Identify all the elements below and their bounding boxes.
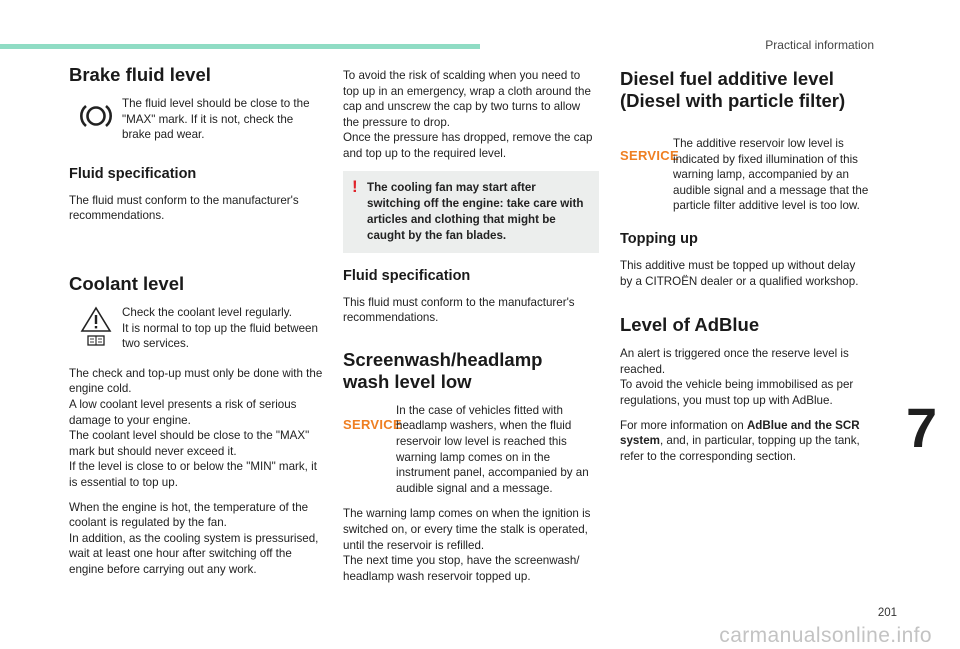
screenwash-note <box>343 403 599 497</box>
topping-up-title: Topping up <box>620 230 698 247</box>
section-title: Practical information <box>765 38 874 52</box>
screenwash-title: Screenwash/headlamp wash level low <box>343 348 543 392</box>
adblue-p2-suffix: , and, in particular, topping up the tank, refer to the corresponding section. <box>620 434 860 463</box>
exclamation-icon: ! <box>352 176 358 196</box>
diesel-additive-note <box>620 136 870 214</box>
column-3 <box>620 68 870 473</box>
fluid-spec-text: The fluid must conform to the manufacturer's recommendations. <box>69 193 299 223</box>
screenwash-paragraph: The warning lamp comes on when the ignition is switched on, or every time the stalk is operated, until the reservoir is refilled. The next time you stop, have the screenwash/ headlamp wash reservoir topped up. <box>343 507 591 583</box>
fan-warning-box <box>343 171 599 253</box>
diesel-additive-title: Diesel fuel additive level (Diesel with particle filter) <box>620 68 846 111</box>
header-accent-bar <box>0 44 480 49</box>
column-1 <box>69 64 325 586</box>
watermark: carmanualsonline.info <box>719 624 932 647</box>
adblue-p2-prefix: For more information on <box>620 418 747 432</box>
fan-warning-text: The cooling fan may start after switching off the engine: take care with articles and clothing that might be caught by the fan blades. <box>367 180 584 242</box>
coolant-warning-icon <box>79 305 113 352</box>
coolant-note <box>69 305 325 352</box>
adblue-p2-link-text: AdBlue and the SCR system <box>620 418 860 448</box>
screenwash-note-text: In the case of vehicles fitted with headlamp washers, when the fluid reservoir low level is reached this warning lamp comes on in the instrument panel, accompanied by an audible signal and a message. <box>396 403 589 495</box>
adblue-paragraph-1: An alert is triggered once the reserve level is reached. To avoid the vehicle being immobilised as per regulations, you must top up with AdBlue. <box>620 347 854 407</box>
coolant-paragraph-2: When the engine is hot, the temperature of the coolant is regulated by the fan. In addition, as the cooling system is pressurised, wait at least one hour after switching off the engine before carrying out any work. <box>69 500 319 576</box>
scalding-paragraph: To avoid the risk of scalding when you need to top up in an emergency, wrap a cloth around the cap and unscrew the cap by two turns to allow the pressure to drop. Once the pressure has dropped, remove the cap and top up to the required level. <box>343 69 593 160</box>
adblue-paragraph-2 <box>620 418 870 465</box>
adblue-title: Level of AdBlue <box>620 314 760 336</box>
coolant-level-title: Coolant level <box>69 272 185 294</box>
brake-warning-icon <box>80 102 112 135</box>
fluid-spec-title-2: Fluid specification <box>343 267 471 284</box>
coolant-note-text: Check the coolant level regularly. It is normal to top up the fluid between two services. <box>122 305 318 351</box>
fluid-spec-title: Fluid specification <box>69 165 197 182</box>
column-2 <box>343 68 599 593</box>
chapter-number: 7 <box>906 396 938 459</box>
coolant-paragraph-1: The check and top-up must only be done with the engine cold. A low coolant level presents a risk of serious damage to your engine. The coolant level should be close to the "MAX" mark but should never exceed it. If the level is close to or below the "MIN" mark, it is essential to top up. <box>69 366 323 489</box>
brake-fluid-note-text: The fluid level should be close to the "MAX" mark. If it is not, check the brake pad wear. <box>122 97 310 142</box>
brake-fluid-title: Brake fluid level <box>69 64 211 85</box>
brake-fluid-note <box>69 96 325 143</box>
page-number: 201 <box>877 607 897 619</box>
fluid-spec-text-2: This fluid must conform to the manufacturer's recommendations. <box>343 295 575 325</box>
service-warning-icon: SERVICE <box>343 416 402 432</box>
topping-up-text: This additive must be topped up without delay by a CITROËN dealer or a qualified workshop. <box>620 258 859 288</box>
service-warning-icon-2: SERVICE <box>620 148 679 163</box>
diesel-additive-note-text: The additive reservoir low level is indicated by fixed illumination of this warning lamp, accompanied by an audible signal and a message that the particle filter additive level is too low. <box>673 137 869 213</box>
